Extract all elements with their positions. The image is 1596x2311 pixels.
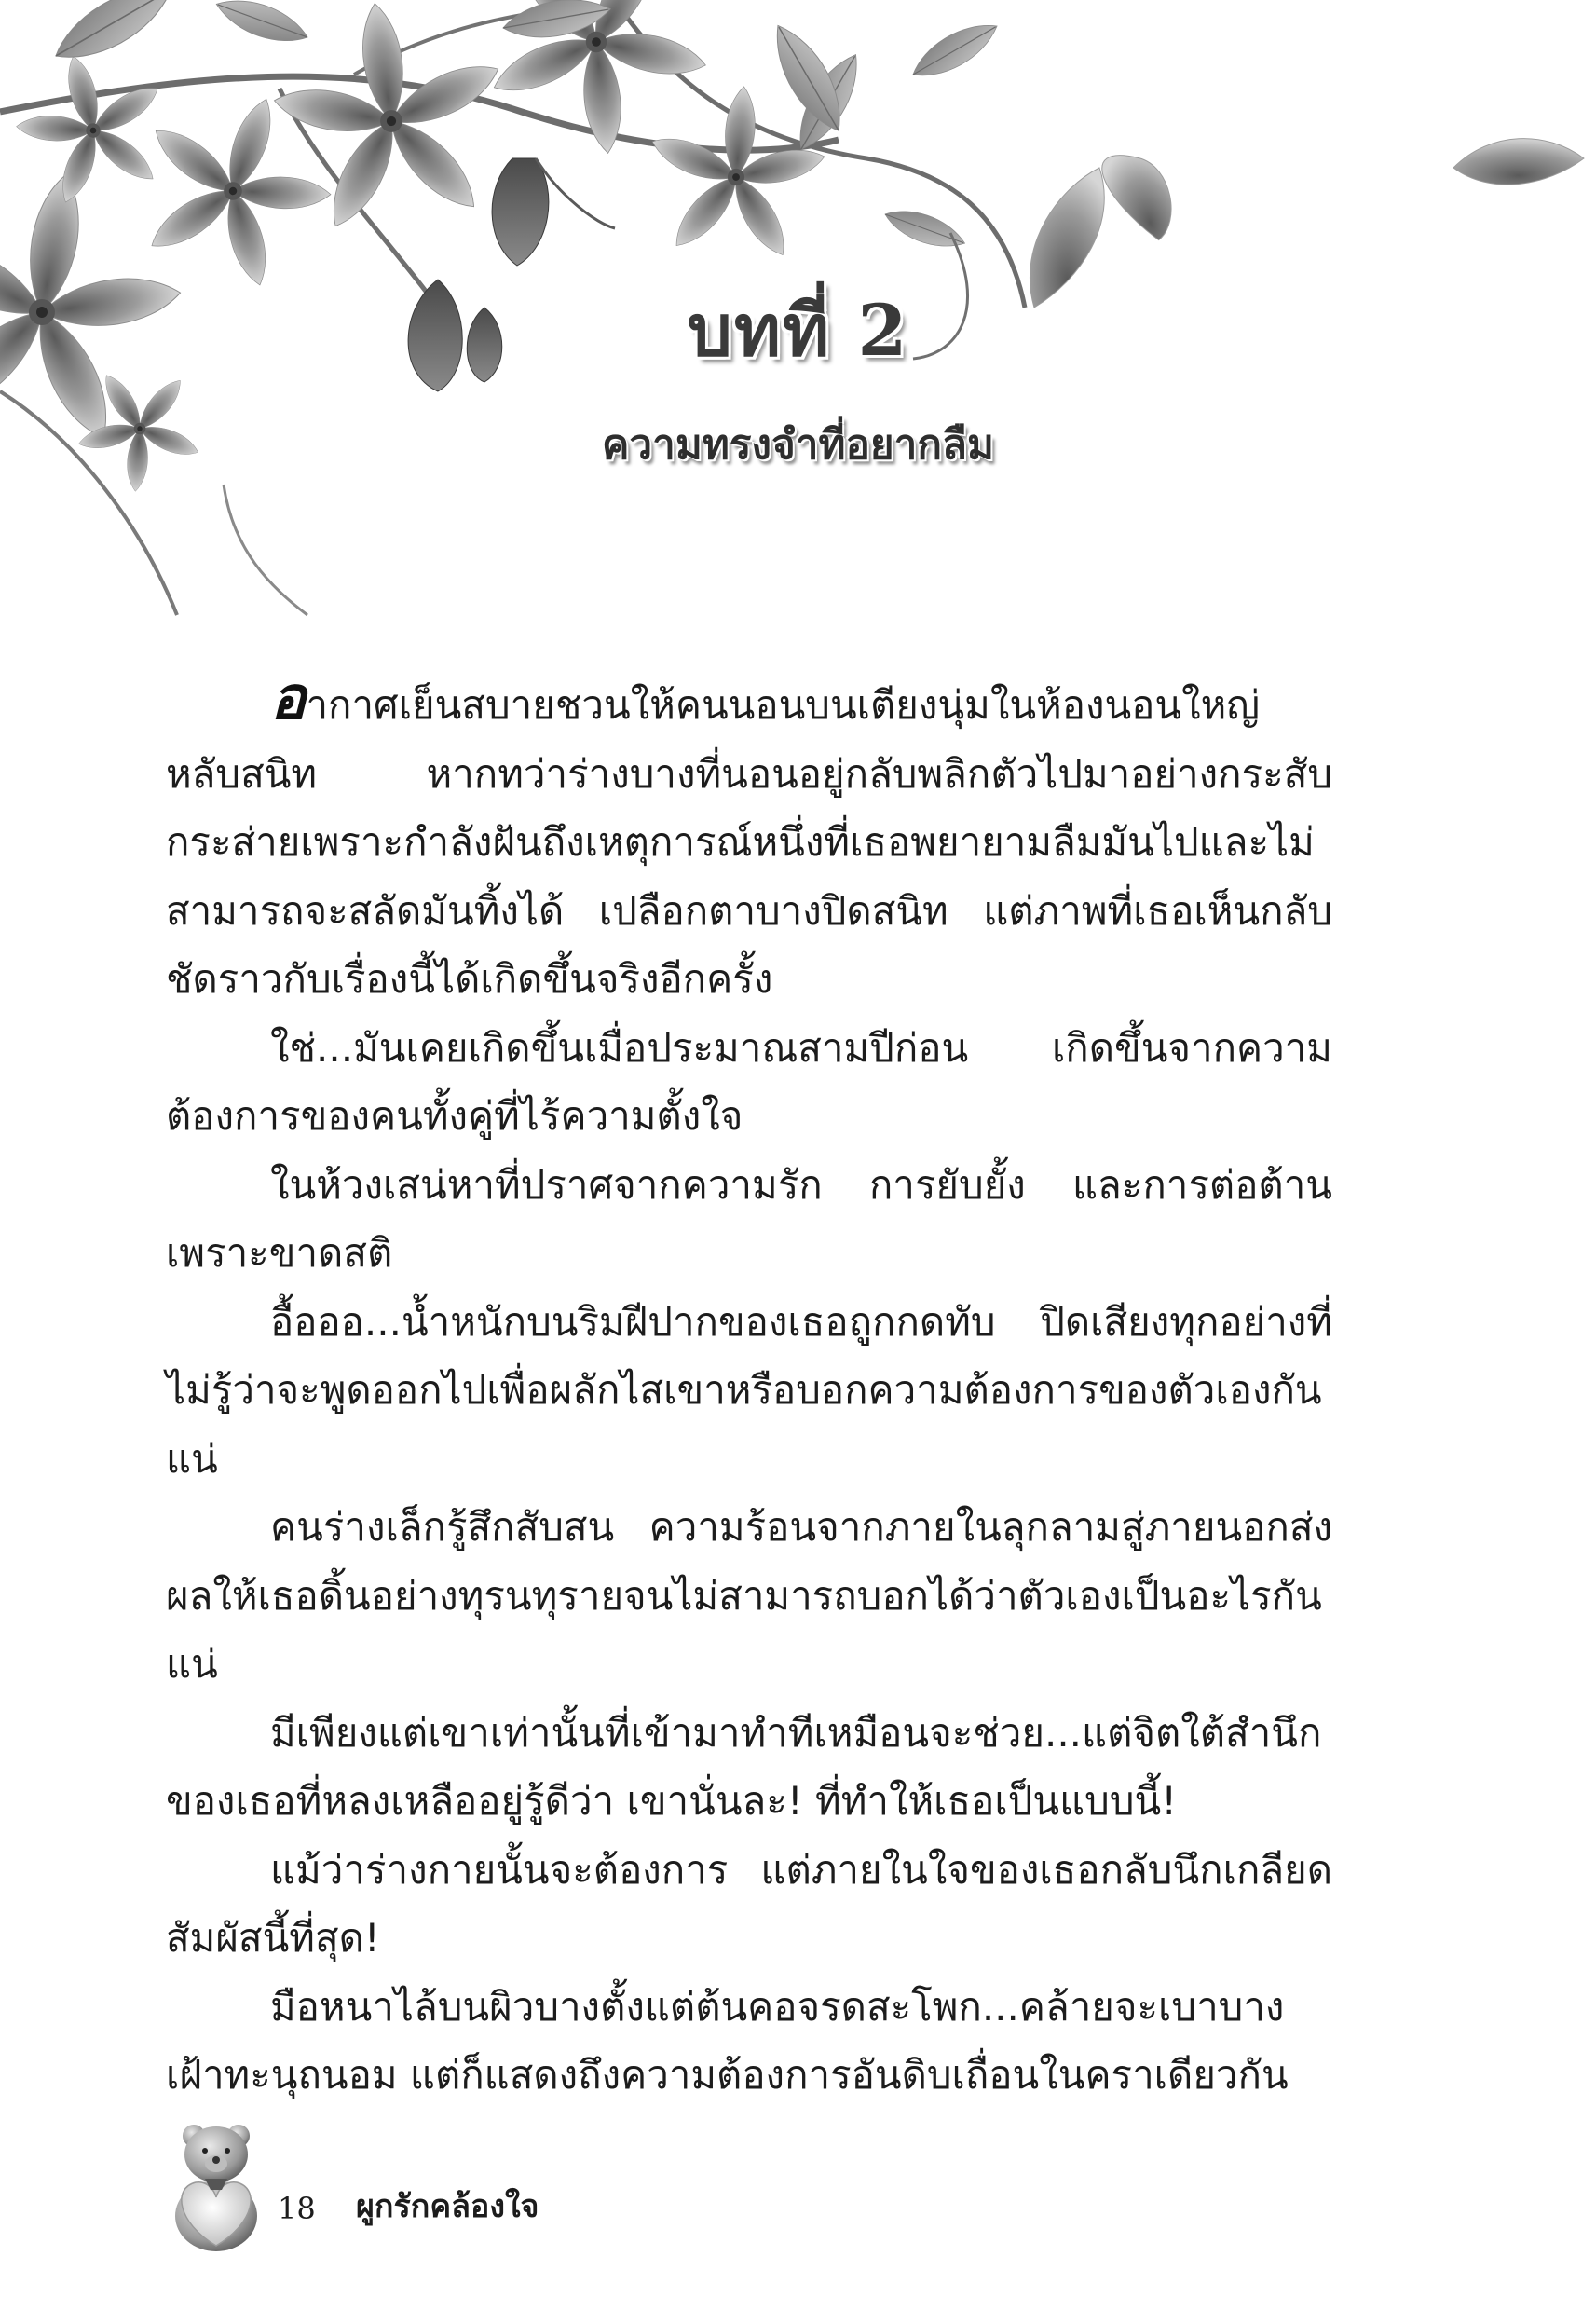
page-footer bbox=[149, 2115, 801, 2255]
chapter-body bbox=[166, 664, 1332, 2110]
drop-cap: อ bbox=[270, 664, 307, 733]
teddy-bear-icon bbox=[149, 2115, 289, 2255]
paragraph-1 bbox=[166, 664, 1332, 1014]
paragraph-8: มือหนาไล้บนผิวบางตั้งแต่ต้นคอจรดสะโพก...คล้ายจะเบาบางเฝ้าทะนุถนอม แต่ก็แสดงถึงความต้องการอันดิบเถื่อนในคราเดียวกัน bbox=[166, 1983, 1289, 2098]
book-title: ผูกรักคล้องใจ bbox=[356, 2188, 539, 2225]
paragraph-1-text: ากาศเย็นสบายชวนให้คนนอนบนเตียงนุ่มในห้องนอนใหญ่หลับสนิท หากทว่าร่างบางที่นอนอยู่กลับพลิกตัวไปมาอย่างกระสับกระส่ายเพราะกำลังฝันถึงเหตุการณ์หนึ่งที่เธอพยายามลืมมันไปและไม่สามารถจะสลัดมันทิ้งได้ เปลือกตาบางปิดสนิท แต่ภาพที่เธอเห็นกลับชัดราวกับเรื่องนี้ได้เกิดขึ้นจริงอีกครั้ง bbox=[166, 682, 1332, 1002]
paragraph-7: แม้ว่าร่างกายนั้นจะต้องการ แต่ภายในใจของเธอกลับนึกเกลียดสัมผัสนี้ที่สุด! bbox=[166, 1846, 1332, 1961]
chapter-title: ความทรงจำที่อยากลืม bbox=[602, 421, 994, 469]
chapter-number: บทที่ 2 bbox=[687, 289, 909, 372]
paragraph-3: ในห้วงเสน่หาที่ปราศจากความรัก การยับยั้ง และการต่อต้านเพราะขาดสติ bbox=[166, 1161, 1332, 1276]
paragraph-4: อื้อออ...น้ำหนักบนริมฝีปากของเธอถูกกดทับ ปิดเสียงทุกอย่างที่ไม่รู้ว่าจะพูดออกไปเพื่อผลักไสเขาหรือบอกความต้องการของตัวเองกันแน่ bbox=[166, 1298, 1332, 1482]
paragraph-6: มีเพียงแต่เขาเท่านั้นที่เข้ามาทำทีเหมือนจะช่วย...แต่จิตใต้สำนึกของเธอที่หลงเหลืออยู่รู้ดีว่า เขานั่นละ! ที่ทำให้เธอเป็นแบบนี้! bbox=[166, 1709, 1322, 1824]
page-number: 18 bbox=[278, 2191, 316, 2226]
paragraph-2: ใช่...มันเคยเกิดขึ้นเมื่อประมาณสามปีก่อน เกิดขึ้นจากความต้องการของคนทั้งคู่ที่ไร้ความตั้งใจ bbox=[166, 1024, 1332, 1139]
paragraph-5: คนร่างเล็กรู้สึกสับสน ความร้อนจากภายในลุกลามสู่ภายนอกส่งผลให้เธอดิ้นอย่างทุรนทุรายจนไม่สามารถบอกได้ว่าตัวเองเป็นอะไรกันแน่ bbox=[166, 1504, 1332, 1687]
